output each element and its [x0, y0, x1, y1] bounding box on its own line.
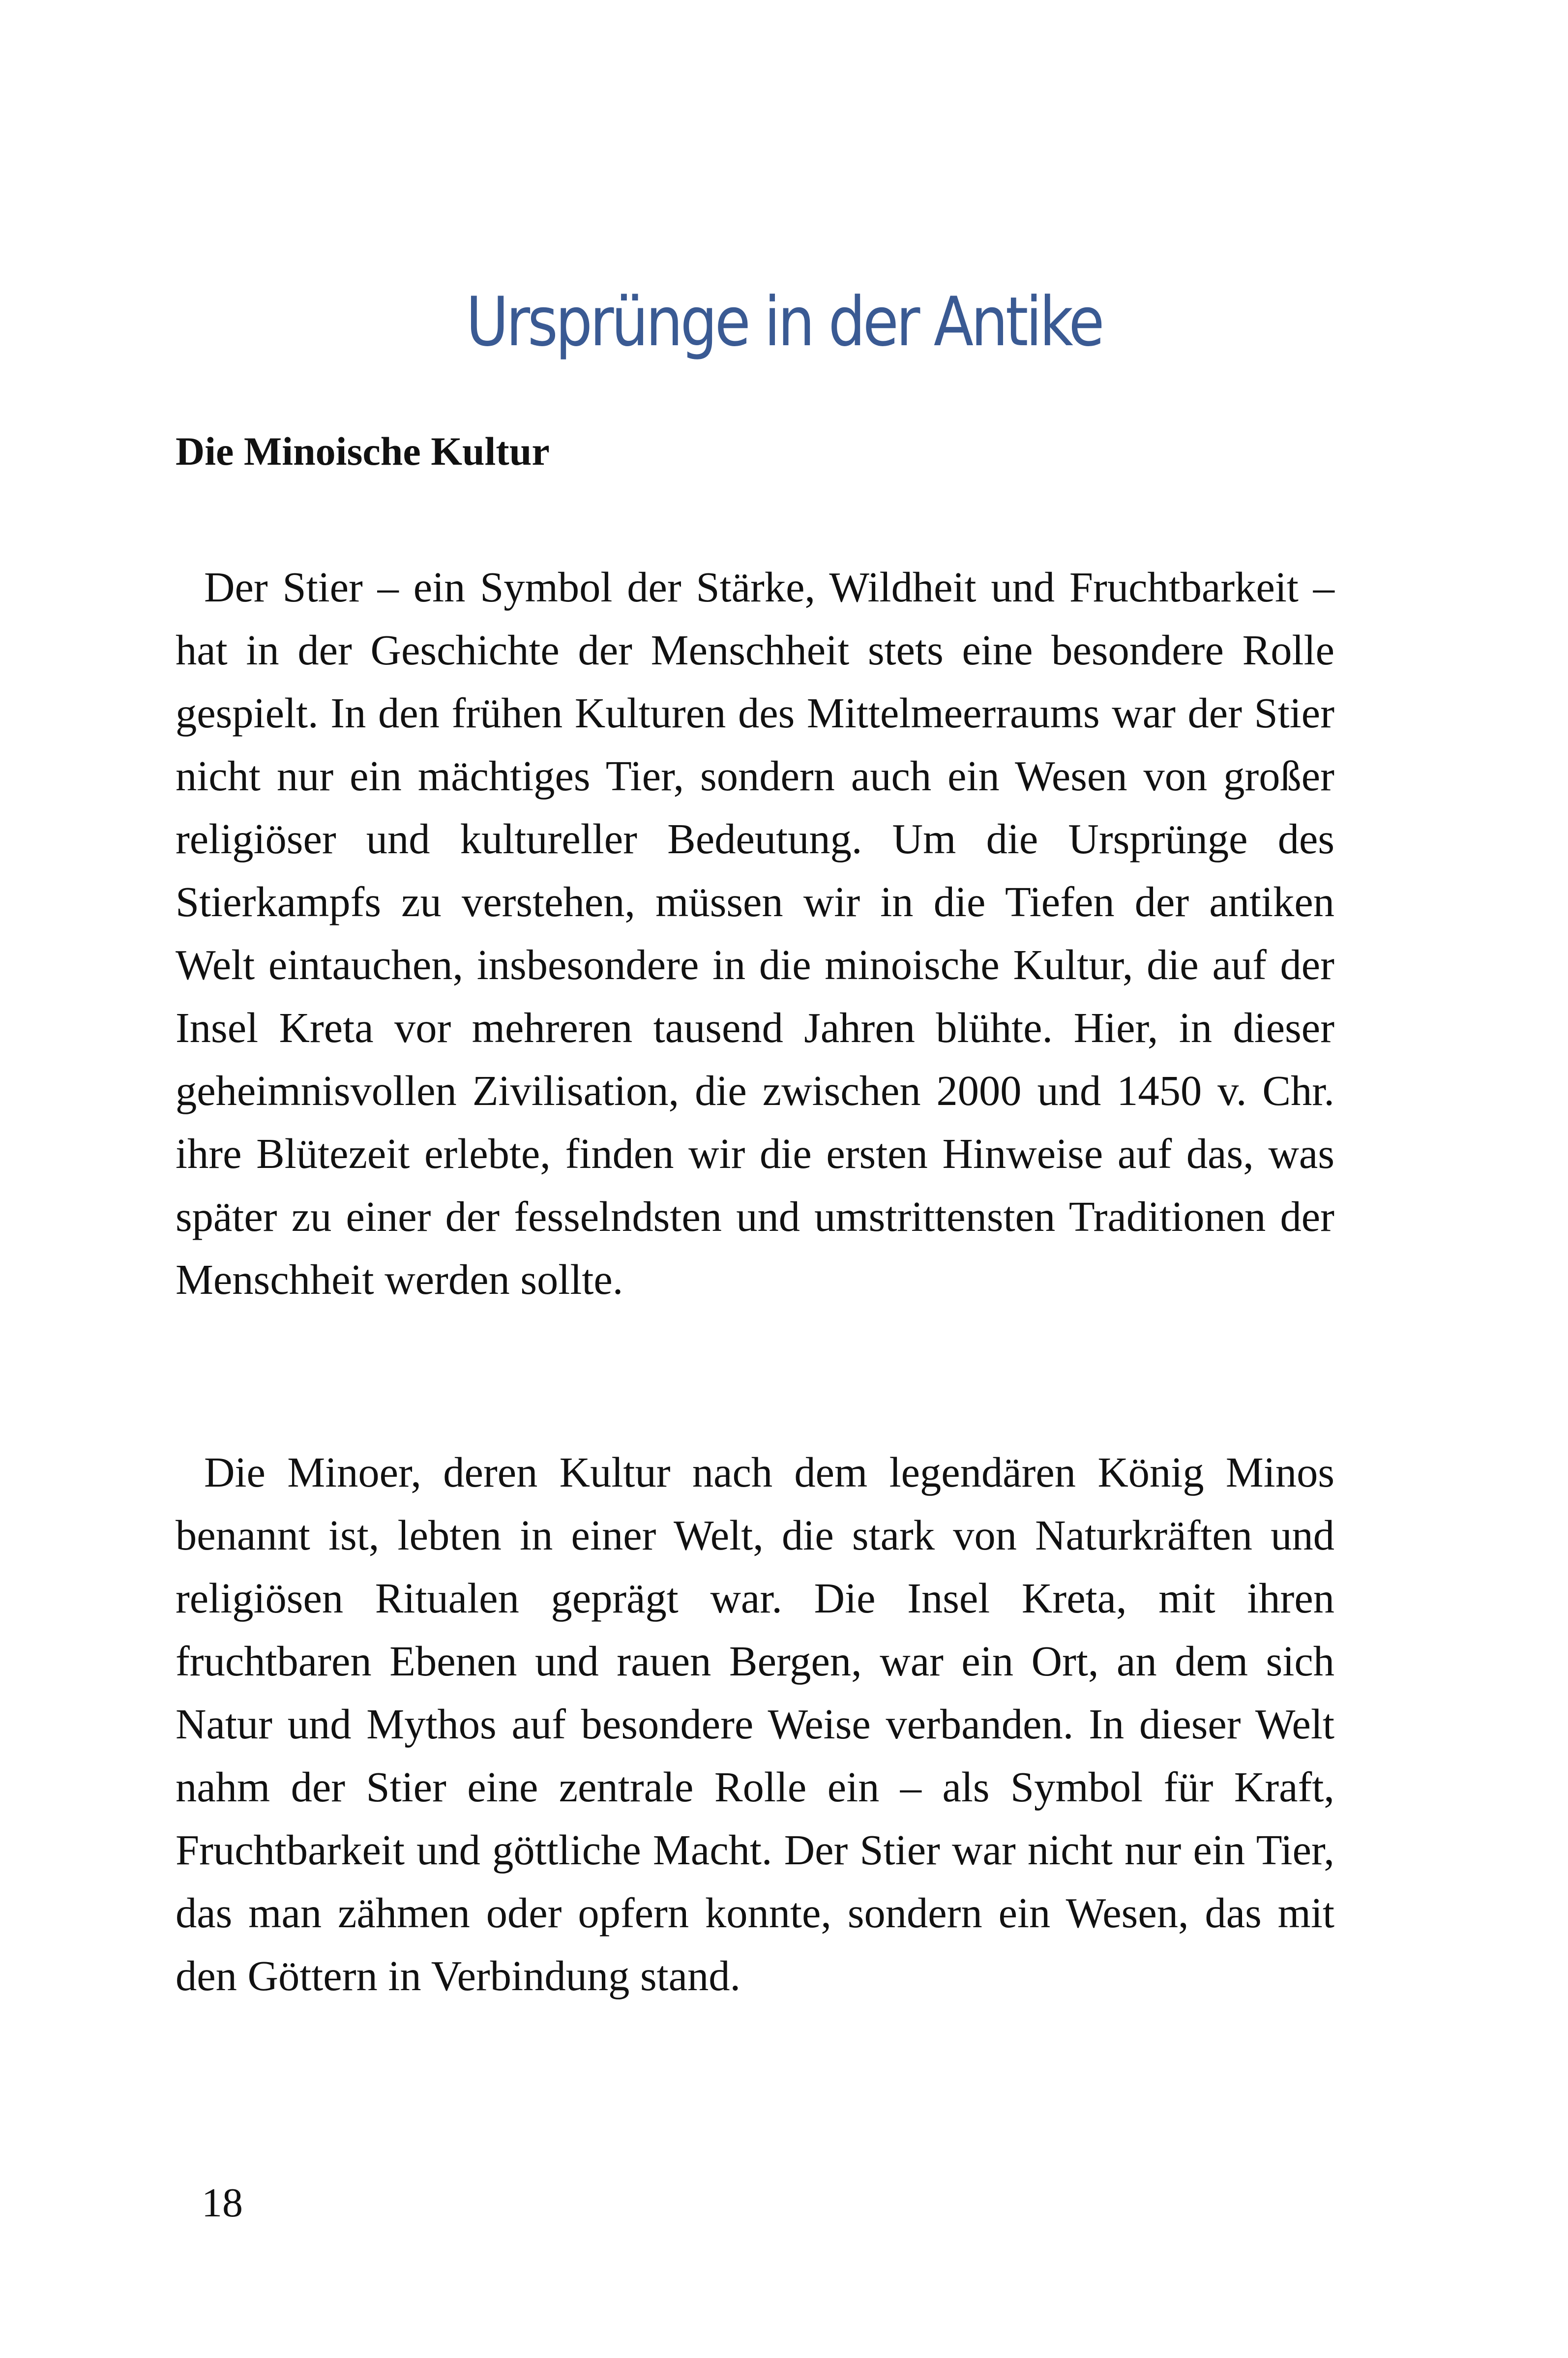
page-number: 18	[202, 2180, 243, 2226]
chapter-title: Ursprünge in der Antike	[466, 282, 1102, 361]
body-paragraph-2: Die Minoer, deren Kultur nach dem legendären König Minos benannt ist, lebten in einer Welt, die stark von Naturkräften und religiösen Ritualen geprägt war. Die Insel Kreta, mit ihren fruchtbaren Ebenen und rauen Bergen, war ein Ort, an dem sich Natur und Mythos auf besondere Weise verbanden. In dieser Welt nahm der Stier eine zentrale Rolle ein – als Symbol für Kraft, Fruchtbarkeit und göttliche Macht. Der Stier war nicht nur ein Tier, das man zähmen oder opfern konnte, sondern ein Wesen, das mit den Göttern in Verbindung stand.	[176, 1449, 1334, 2000]
body-paragraph-1: Der Stier – ein Symbol der Stärke, Wildheit und Fruchtbarkeit – hat in der Geschichte der Menschheit stets eine besondere Rolle gespielt. In den frühen Kulturen des Mittelmeerraums war der Stier nicht nur ein mächtiges Tier, sondern auch ein Wesen von großer religiöser und kultureller Bedeutung. Um die Ursprünge des Stierkampfs zu verstehen, müssen wir in die Tiefen der antiken Welt eintauchen, insbesondere in die minoische Kultur, die auf der Insel Kreta vor mehreren tausend Jahren blühte. Hier, in dieser geheimnisvollen Zivilisation, die zwischen 2000 und 1450 v. Chr. ihre Blütezeit erlebte, finden wir die ersten Hinweise auf das, was später zu einer der fesselndsten und umstrittensten Traditionen der Menschheit werden sollte.	[176, 564, 1334, 1303]
section-heading: Die Minoische Kultur	[176, 429, 550, 474]
